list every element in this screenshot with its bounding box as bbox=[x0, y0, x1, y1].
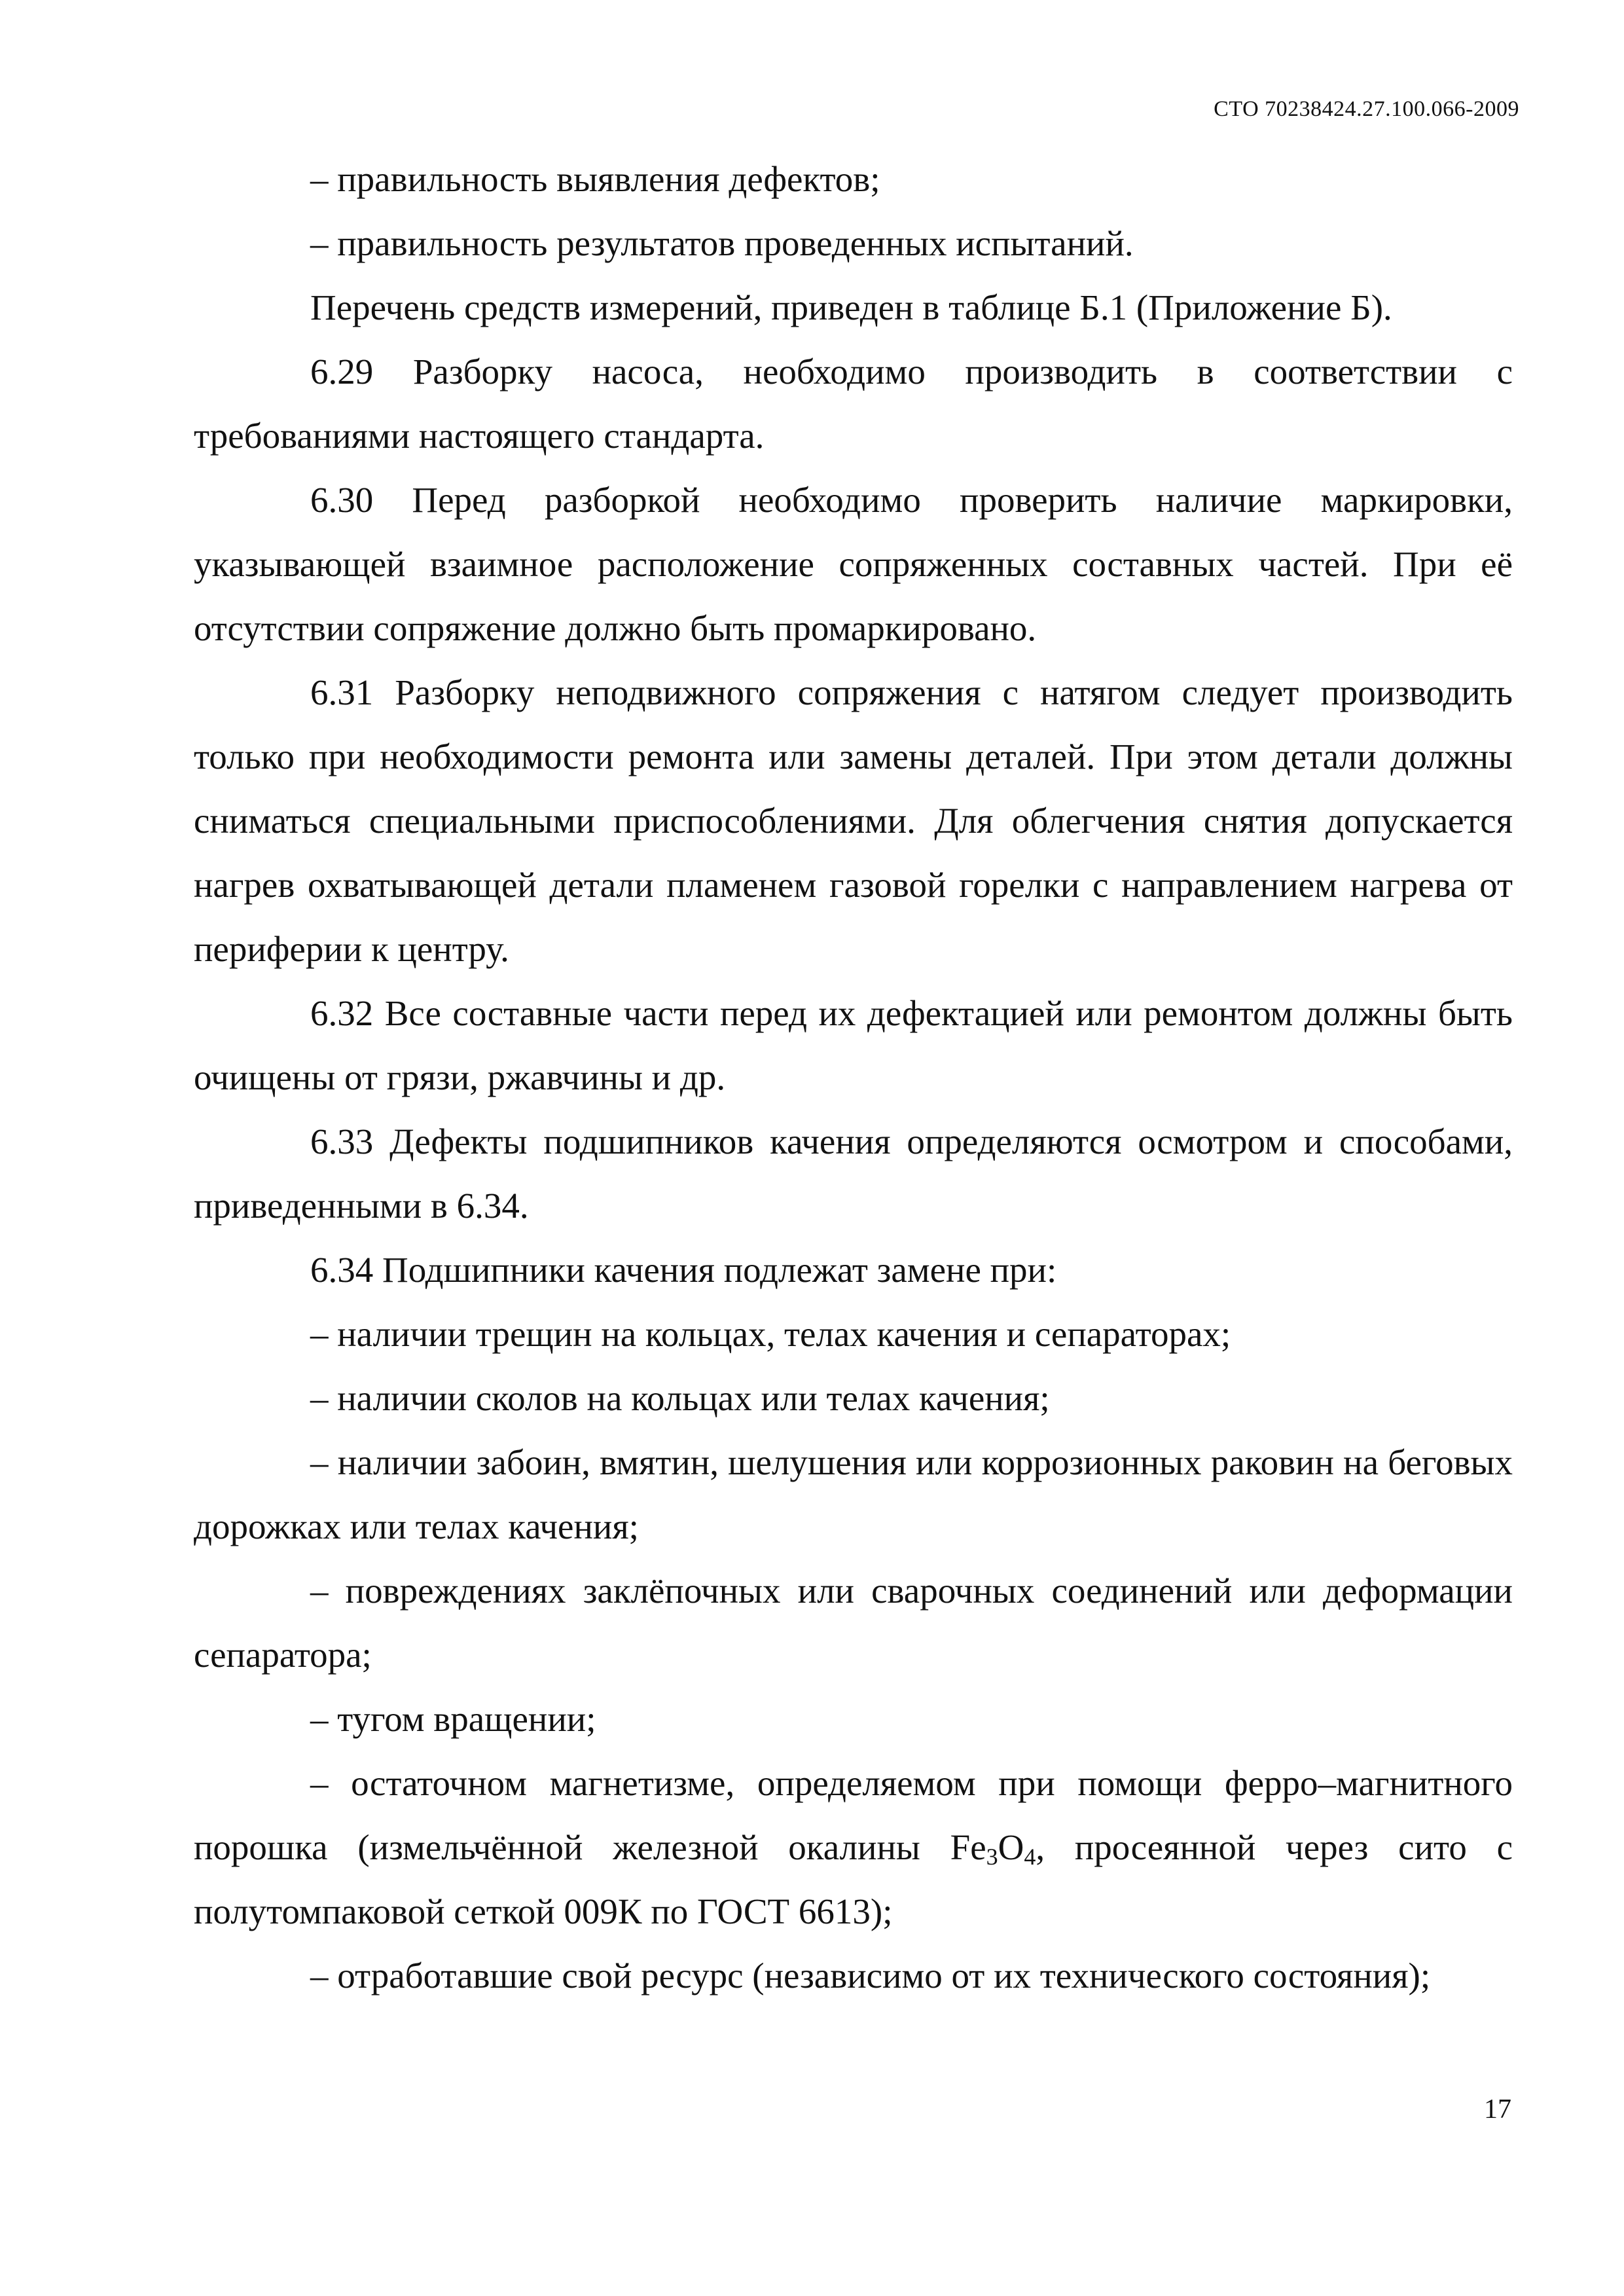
list-item: – тугом вращении; bbox=[310, 1699, 596, 1739]
clause-6-29: 6.29 Разборку насоса, необходимо производить в соответствии с требованиями настоящего стандарта. bbox=[194, 352, 1513, 456]
clause-6-33: 6.33 Дефекты подшипников качения определяются осмотром и способами, приведенными в 6.34. bbox=[194, 1121, 1513, 1226]
list-item: – правильность результатов проведенных испытаний. bbox=[310, 223, 1134, 263]
magnetism-text-after: , просеянной через сито с полутомпаковой сеткой 009К по ГОСТ 6613); bbox=[194, 1827, 1513, 1931]
list-item: – наличии забоин, вмятин, шелушения или коррозионных раковин на беговых дорожках или телах качения; bbox=[194, 1442, 1513, 1546]
page-number: 17 bbox=[1484, 2094, 1511, 2124]
clause-6-34: 6.34 Подшипники качения подлежат замене при: bbox=[310, 1250, 1057, 1290]
list-item: – правильность выявления дефектов; bbox=[310, 159, 880, 199]
document-body bbox=[194, 147, 1513, 2008]
list-item: – отработавшие свой ресурс (независимо от их технического состояния); bbox=[310, 1956, 1431, 1995]
document-code-header: СТО 70238424.27.100.066-2009 bbox=[1214, 97, 1519, 121]
clause-6-32: 6.32 Все составные части перед их дефектацией или ремонтом должны быть очищены от грязи, ржавчины и др. bbox=[194, 993, 1513, 1097]
list-item: – наличии сколов на кольцах или телах качения; bbox=[310, 1378, 1050, 1418]
list-item: – наличии трещин на кольцах, телах качения и сепараторах; bbox=[310, 1314, 1231, 1354]
list-item: – повреждениях заклёпочных или сварочных соединений или деформации сепаратора; bbox=[194, 1571, 1513, 1675]
clause-6-31: 6.31 Разборку неподвижного сопряжения с натягом следует производить только при необходимости ремонта или замены деталей. При этом детали должны сниматься специальными приспособлениями. Для облегчения снятия допускается нагрев охватывающей детали пламенем газовой горелки с направлением нагрева от периферии к центру. bbox=[194, 672, 1513, 969]
magnetism-text-o: O bbox=[998, 1827, 1024, 1867]
magnetism-text-before: – остаточном магнетизме, определяемом при помощи ферро–магнитного порошка (измельчённой железной окалины Fe bbox=[194, 1763, 1513, 1867]
list-item-magnetism bbox=[194, 1751, 1513, 1944]
clause-6-30: 6.30 Перед разборкой необходимо проверить наличие маркировки, указывающей взаимное расположение сопряженных составных частей. При её отсутствии сопряжение должно быть промаркировано. bbox=[194, 480, 1513, 648]
subscript-4: 4 bbox=[1024, 1844, 1036, 1870]
paragraph: Перечень средств измерений, приведен в таблице Б.1 (Приложение Б). bbox=[310, 287, 1392, 327]
subscript-3: 3 bbox=[986, 1844, 998, 1870]
